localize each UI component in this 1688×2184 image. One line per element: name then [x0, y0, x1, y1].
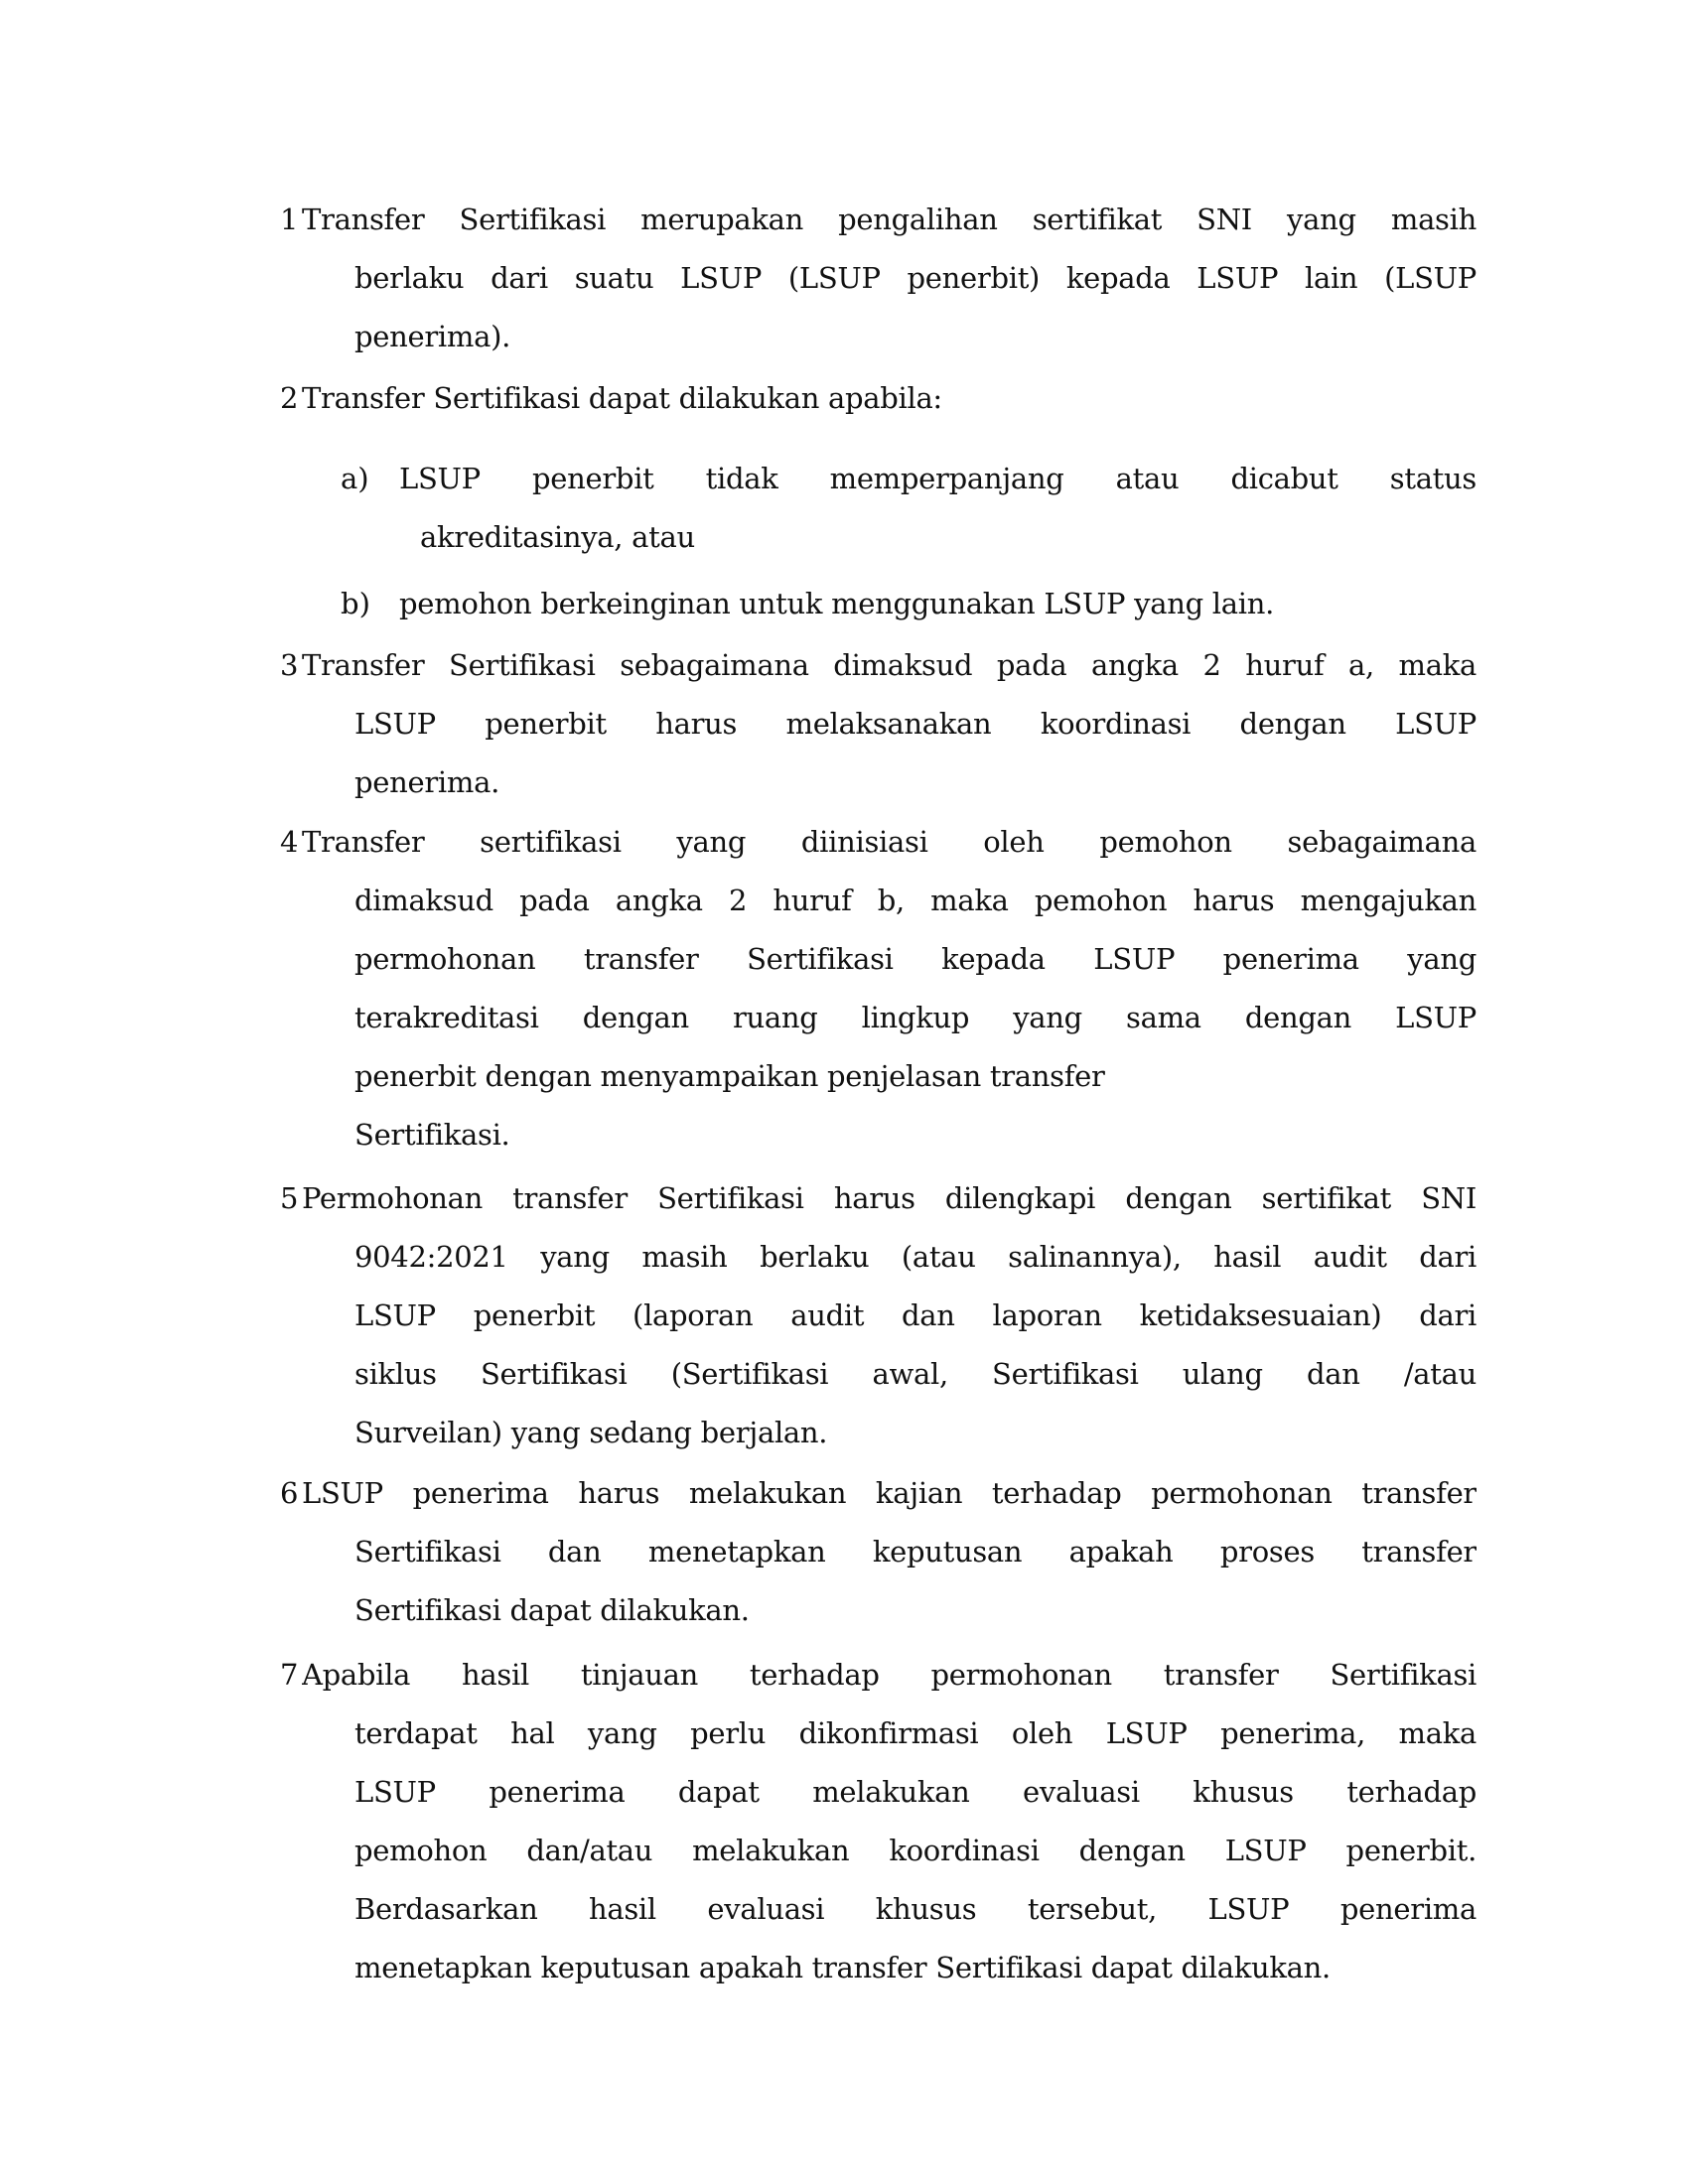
item-number: 5: [280, 1181, 299, 1215]
item-text-line: Transfer sertifikasi yang diinisiasi oleh pemohon sebagaimana: [302, 825, 1477, 859]
item-number: 3: [280, 648, 299, 682]
sub-item-first-line: [280, 450, 1477, 508]
numbered-list: [280, 191, 1477, 1997]
list-item-3: [280, 636, 1477, 812]
item-text-line: terakreditasi dengan ruang lingkup yang sama dengan LSUP: [354, 1001, 1477, 1034]
list-item-first-line: [280, 369, 1477, 428]
item-number: 2: [280, 381, 299, 415]
list-item-first-line: [280, 1464, 1477, 1523]
sub-item-a: [280, 450, 1477, 567]
sub-item-text-line: akreditasinya, atau: [420, 520, 695, 554]
item-text-line: menetapkan keputusan apakah transfer Sertifikasi dapat dilakukan.: [354, 1951, 1331, 1984]
item-number: 7: [280, 1658, 299, 1692]
list-item-2: [280, 369, 1477, 633]
item-text-line: Transfer Sertifikasi dapat dilakukan apabila:: [302, 381, 942, 415]
item-text-line: Permohonan transfer Sertifikasi harus dilengkapi dengan sertifikat SNI: [302, 1181, 1477, 1215]
sub-item-text-line: pemohon berkeinginan untuk menggunakan LSUP yang lain.: [399, 587, 1275, 620]
list-item-first-line: [280, 1169, 1477, 1228]
sub-item-b: [280, 575, 1477, 633]
list-item-first-line: [280, 813, 1477, 872]
sub-item-text-line: LSUP penerbit tidak memperpanjang atau dicabut status: [399, 462, 1477, 495]
item-text-line: Berdasarkan hasil evaluasi khusus tersebut, LSUP penerima: [354, 1892, 1477, 1926]
sub-item-label: b): [341, 587, 370, 620]
sub-item-label: a): [341, 462, 369, 495]
list-item-first-line: [280, 1646, 1477, 1705]
item-text-line: Sertifikasi dapat dilakukan.: [354, 1593, 750, 1627]
item-text-line: dimaksud pada angka 2 huruf b, maka pemohon harus mengajukan: [354, 884, 1477, 917]
item-text-line: siklus Sertifikasi (Sertifikasi awal, Sertifikasi ulang dan /atau: [354, 1357, 1477, 1391]
item-text-line: 9042:2021 yang masih berlaku (atau salinannya), hasil audit dari: [354, 1240, 1477, 1274]
item-number: 1: [280, 203, 299, 236]
list-item-1: [280, 191, 1477, 366]
item-text-line: pemohon dan/atau melakukan koordinasi dengan LSUP penerbit.: [354, 1834, 1477, 1867]
list-item-first-line: [280, 636, 1477, 695]
item-text-line: Sertifikasi dan menetapkan keputusan apakah proses transfer: [354, 1535, 1477, 1569]
item-text-line: permohonan transfer Sertifikasi kepada LSUP penerima yang: [354, 942, 1477, 976]
list-item-7: [280, 1646, 1477, 1997]
item-text-line: penerima).: [354, 320, 511, 353]
item-number: 6: [280, 1476, 299, 1510]
list-item-4: [280, 813, 1477, 1164]
item-text-line: Sertifikasi.: [354, 1118, 510, 1152]
item-text-line: penerima.: [354, 765, 500, 799]
item-number: 4: [280, 825, 299, 859]
list-item-5: [280, 1169, 1477, 1462]
sub-list: [280, 450, 1477, 633]
item-text-line: Apabila hasil tinjauan terhadap permohonan transfer Sertifikasi: [302, 1658, 1477, 1692]
item-text-line: berlaku dari suatu LSUP (LSUP penerbit) kepada LSUP lain (LSUP: [354, 261, 1477, 295]
item-text-line: LSUP penerima harus melakukan kajian terhadap permohonan transfer: [302, 1476, 1477, 1510]
item-text-line: penerbit dengan menyampaikan penjelasan transfer: [354, 1059, 1105, 1093]
item-text-line: LSUP penerima dapat melakukan evaluasi khusus terhadap: [354, 1775, 1477, 1809]
item-text-line: LSUP penerbit harus melaksanakan koordinasi dengan LSUP: [354, 707, 1477, 741]
item-text-line: LSUP penerbit (laporan audit dan laporan ketidaksesuaian) dari: [354, 1298, 1477, 1332]
item-text-line: terdapat hal yang perlu dikonfirmasi oleh LSUP penerima, maka: [354, 1716, 1477, 1750]
item-text-line: Transfer Sertifikasi sebagaimana dimaksud pada angka 2 huruf a, maka: [302, 648, 1477, 682]
sub-item-first-line: [280, 575, 1477, 633]
item-text-line: Surveilan) yang sedang berjalan.: [354, 1416, 828, 1449]
list-item-6: [280, 1464, 1477, 1640]
list-item-first-line: [280, 191, 1477, 249]
item-text-line: Transfer Sertifikasi merupakan pengalihan sertifikat SNI yang masih: [302, 203, 1477, 236]
